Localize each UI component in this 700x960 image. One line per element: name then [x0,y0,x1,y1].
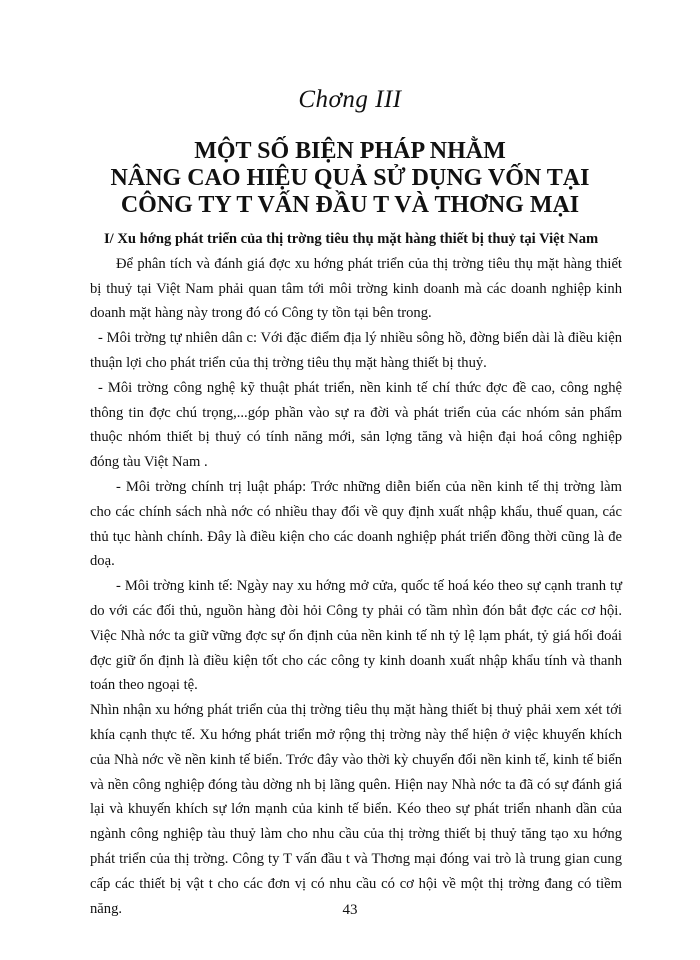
chapter-title-line: CÔNG TY T VẤN ĐẦU T VÀ THƠNG MẠI [120,192,580,218]
paragraph: Để phân tích và đánh giá đợc xu hớng phát triển của thị trờng tiêu thụ mặt hàng thiết bị thuỷ tại Việt Nam phải quan tâm tới môi trờng kinh doanh mà các doanh nghiệp kinh doanh mặt hàng này trong đó có Công ty tồn tại bên trong. [90,255,622,322]
page-number: 43 [342,902,358,918]
chapter-heading: Chơng III [298,86,402,113]
chapter-title [60,138,640,219]
paragraph: - Môi trờng công nghệ kỹ thuật phát triển, nền kinh tế chí thức đợc đề cao, công nghệ thông tin đợc chú trọng,...góp phần vào sự ra đời và phát triển của các nhóm sản phẩm thuộc nhóm thiết bị thuỷ có tính năng mới, sản lợng tăng và hiện đại hoá công nghiệp đóng tàu Việt Nam . [90,379,622,471]
chapter-title-line: MỘT SỐ BIỆN PHÁP NHẰM [194,138,506,164]
paragraph: - Môi trờng chính trị luật pháp: Trớc những diễn biến của nền kinh tế thị trờng làm cho các chính sách nhà nớc có nhiều thay đổi về quy định xuất nhập khẩu, thuế quan, các thủ tục hành chính. Đây là điều kiện cho các doanh nghiệp phát triển đồng thời cũng là đe doạ. [90,478,622,570]
section-heading: I/ Xu hớng phát triển của thị trờng tiêu thụ mặt hàng thiết bị thuỷ tại Việt Nam [104,231,599,247]
paragraph: - Môi trờng tự nhiên dân c: Với đặc điểm địa lý nhiều sông hồ, đờng biển dài là điều kiện thuận lợi cho phát triển của thị trờng tiêu thụ mặt hàng thiết bị thuỷ. [90,330,622,371]
paragraph: Nhìn nhận xu hớng phát triển của thị trờng tiêu thụ mặt hàng thiết bị thuỷ phải xem xét tới khía cạnh thực tế. Xu hớng phát triển mở rộng thị trờng này thể hiện ở việc khuyến khích của Nhà nớc về nền kinh tế biển. Trớc đây vào thời kỳ chuyển đổi nền kinh tế, kinh tế biển và nền công nghiệp đóng tàu dờng nh bị lãng quên. Hiện nay Nhà nớc ta đã có sự đánh giá lại và khuyến khích sự lớn mạnh của kinh tế biển. Kéo theo sự phát triển nhanh dần của ngành công nghiệp tàu thuỷ làm cho nhu cầu của thị trờng thiết bị thuỷ tăng tạo xu hớng phát triển của thị trờng. Công ty T vấn đầu t và Thơng mại đóng vai trò là trung gian cung cấp các thiết bị vật t cho các đơn vị có nhu cầu có cơ hội về một thị trờng đang có tiềm năng. [90,702,622,917]
body-text [90,227,622,921]
chapter-title-line: NÂNG CAO HIỆU QUẢ SỬ DỤNG VỐN TẠI [110,165,590,191]
paragraph: - Môi trờng kinh tế: Ngày nay xu hớng mở cửa, quốc tế hoá kéo theo sự cạnh tranh tự do với các đối thủ, nguồn hàng đòi hỏi Công ty phải có tầm nhìn đón bắt đợc các cơ hội. Việc Nhà nớc ta giữ vững đợc sự ổn định của nền kinh tế nh tỷ lệ lạm phát, tỷ giá hối đoái đợc giữ ổn định là điều kiện tốt cho các công ty kinh doanh xuất nhập khẩu tính và thanh toán theo ngoại tệ. [90,578,622,694]
